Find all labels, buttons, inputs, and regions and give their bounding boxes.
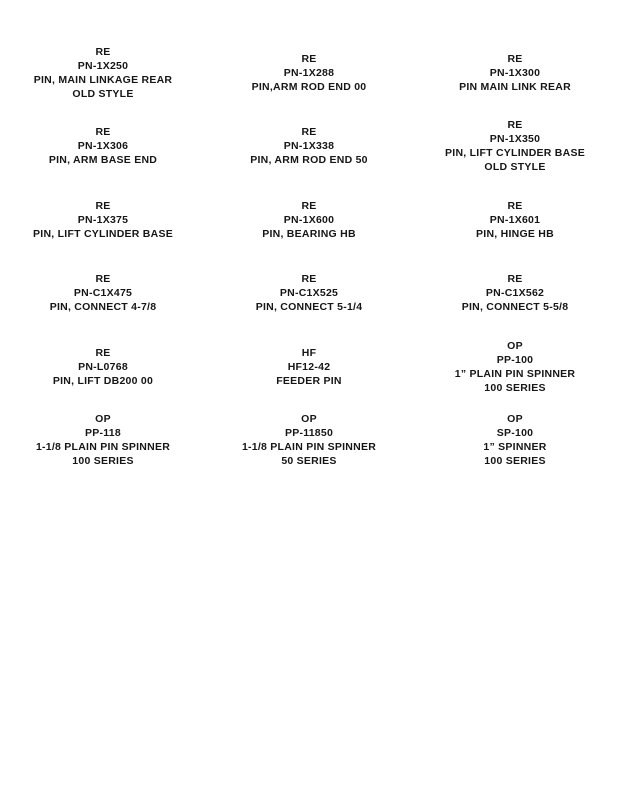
part-description-line: 1-1/8 PLAIN PIN SPINNER: [35, 441, 171, 454]
part-number: PN-C1X475: [73, 287, 133, 300]
brand-code: OP: [301, 413, 317, 426]
part-description-line: PIN, MAIN LINKAGE REAR: [33, 73, 173, 86]
part-number: PN-1X350: [489, 133, 541, 146]
part-number: PP-100: [496, 353, 534, 366]
parts-row: [0, 110, 618, 184]
part-description-line: PIN, CONNECT 4-7/8: [49, 301, 157, 314]
part-entry: [0, 45, 206, 101]
part-number: PN-1X250: [77, 59, 129, 72]
part-entry: [0, 199, 206, 241]
part-description-line: PIN, HINGE HB: [476, 227, 554, 240]
parts-row: [0, 404, 618, 478]
part-description-line: 100 SERIES: [484, 381, 546, 394]
part-description-line: FEEDER PIN: [276, 374, 342, 387]
part-description-line: 100 SERIES: [484, 455, 546, 468]
part-description-line: PIN, LIFT DB200 00: [52, 374, 154, 387]
part-number: PN-1X338: [283, 140, 335, 153]
brand-code: RE: [301, 273, 317, 286]
part-entry: [206, 346, 412, 388]
part-description-line: PIN, CONNECT 5-1/4: [255, 301, 363, 314]
part-entry: [412, 412, 618, 468]
part-description-line: 100 SERIES: [72, 455, 134, 468]
part-entry: [412, 199, 618, 241]
part-description-line: PIN, CONNECT 5-5/8: [461, 301, 569, 314]
brand-code: RE: [95, 45, 111, 58]
part-entry: [206, 52, 412, 94]
brand-code: RE: [95, 126, 111, 139]
part-entry: [206, 199, 412, 241]
part-entry: [412, 118, 618, 174]
part-description-line: OLD STYLE: [484, 161, 546, 174]
part-number: HF12-42: [287, 360, 331, 373]
brand-code: RE: [507, 52, 523, 65]
part-entry: [0, 125, 206, 167]
part-number: PN-C1X525: [279, 287, 339, 300]
part-number: SP-100: [496, 427, 534, 440]
parts-row: [0, 36, 618, 110]
brand-code: RE: [95, 346, 111, 359]
brand-code: RE: [95, 199, 111, 212]
brand-code: RE: [301, 199, 317, 212]
part-number: PN-L0768: [78, 360, 128, 373]
part-number: PN-C1X562: [485, 287, 545, 300]
part-number: PN-1X600: [283, 213, 335, 226]
brand-code: OP: [507, 339, 523, 352]
part-entry: [0, 272, 206, 314]
parts-row: [0, 257, 618, 331]
brand-code: RE: [507, 199, 523, 212]
part-description-line: PIN, ARM BASE END: [48, 154, 158, 167]
brand-code: OP: [507, 413, 523, 426]
brand-code: RE: [507, 273, 523, 286]
part-entry: [412, 52, 618, 94]
part-description-line: PIN, LIFT CYLINDER BASE: [445, 147, 585, 160]
parts-row: [0, 330, 618, 404]
part-description-line: 1” PLAIN PIN SPINNER: [454, 367, 576, 380]
brand-code: RE: [301, 126, 317, 139]
part-entry: [412, 339, 618, 395]
part-description-line: PIN,ARM ROD END 00: [251, 80, 367, 93]
part-number: PP-118: [85, 427, 121, 440]
part-description-line: 1-1/8 PLAIN PIN SPINNER: [241, 441, 377, 454]
brand-code: OP: [95, 413, 111, 426]
part-number: PN-1X375: [77, 213, 129, 226]
part-entry: [206, 412, 412, 468]
part-number: PN-1X306: [77, 140, 129, 153]
part-number: PP-11850: [284, 427, 334, 440]
part-description-line: PIN MAIN LINK REAR: [459, 80, 571, 93]
part-description-line: PIN, LIFT CYLINDER BASE: [33, 227, 173, 240]
part-entry: [206, 272, 412, 314]
part-description-line: PIN, BEARING HB: [262, 227, 356, 240]
part-number: PN-1X601: [489, 213, 541, 226]
part-entry: [412, 272, 618, 314]
brand-code: RE: [507, 119, 523, 132]
part-description-line: 50 SERIES: [281, 455, 337, 468]
part-number: PN-1X300: [489, 66, 541, 79]
part-entry: [0, 346, 206, 388]
part-description-line: 1” SPINNER: [483, 441, 547, 454]
part-number: PN-1X288: [283, 66, 335, 79]
parts-row: [0, 183, 618, 257]
part-description-line: PIN, ARM ROD END 50: [250, 154, 368, 167]
part-entry: [0, 412, 206, 468]
part-entry: [206, 125, 412, 167]
brand-code: RE: [95, 273, 111, 286]
part-description-line: OLD STYLE: [72, 87, 134, 100]
brand-code: HF: [301, 346, 317, 359]
brand-code: RE: [301, 52, 317, 65]
